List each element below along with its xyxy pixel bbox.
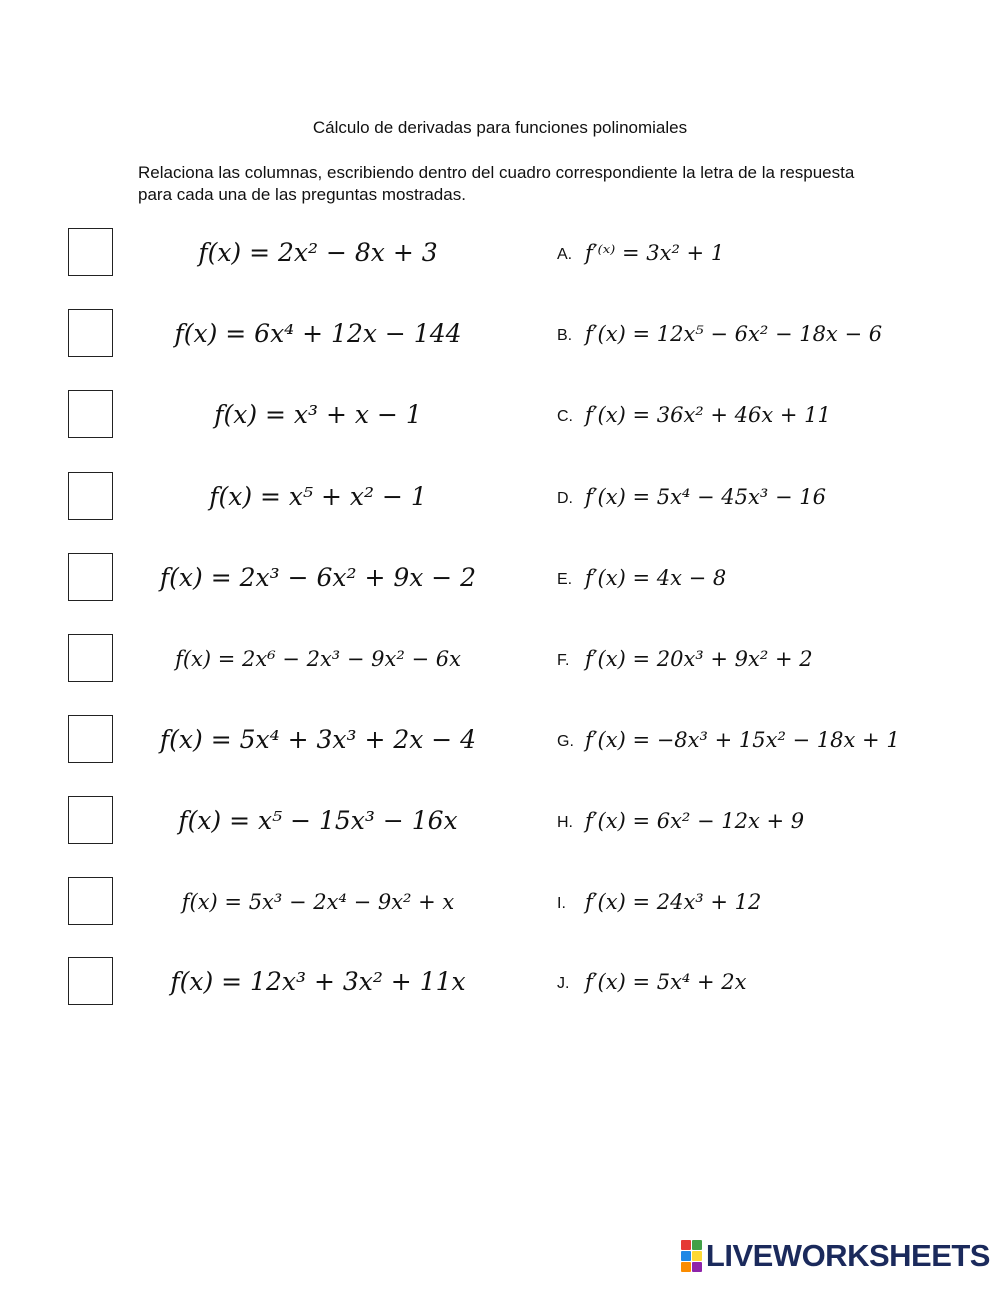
answer-box-1[interactable]	[68, 228, 113, 276]
logo-block-4	[692, 1251, 702, 1261]
option-letter-e: E.	[557, 571, 573, 588]
option-letter-h: H.	[557, 814, 573, 831]
question-1: f(x) = 2x² − 8x + 3	[198, 238, 438, 267]
question-4: f(x) = x⁵ + x² − 1	[209, 482, 427, 511]
match-row-2	[0, 309, 1000, 359]
option-letter-f: F.	[557, 652, 570, 669]
option-expr-i: f′(x) = 24x³ + 12	[585, 890, 762, 914]
option-letter-b: B.	[557, 327, 573, 344]
answer-box-4[interactable]	[68, 472, 113, 520]
question-9: f(x) = 5x³ − 2x⁴ − 9x² + x	[181, 890, 455, 914]
option-expr-b: f′(x) = 12x⁵ − 6x² − 18x − 6	[585, 322, 883, 346]
logo-block-3	[681, 1251, 691, 1261]
question-7: f(x) = 5x⁴ + 3x³ + 2x − 4	[159, 725, 477, 754]
answer-box-10[interactable]	[68, 957, 113, 1005]
option-expr-g: f′(x) = −8x³ + 15x² − 18x + 1	[585, 728, 900, 752]
logo-block-6	[692, 1262, 702, 1272]
option-expr-a: f′⁽ˣ⁾ = 3x² + 1	[585, 241, 725, 265]
question-2: f(x) = 6x⁴ + 12x − 144	[174, 319, 462, 348]
option-letter-g: G.	[557, 733, 574, 750]
option-letter-i: I.	[557, 895, 566, 912]
logo-block-1	[681, 1240, 691, 1250]
option-expr-c: f′(x) = 36x² + 46x + 11	[585, 403, 831, 427]
option-letter-a: A.	[557, 246, 573, 263]
option-expr-e: f′(x) = 4x − 8	[585, 566, 727, 590]
answer-box-8[interactable]	[68, 796, 113, 844]
match-row-1	[0, 228, 1000, 278]
match-row-3	[0, 390, 1000, 440]
liveworksheets-logo	[681, 1239, 990, 1273]
logo-block-5	[681, 1262, 691, 1272]
match-row-4	[0, 472, 1000, 522]
option-expr-h: f′(x) = 6x² − 12x + 9	[585, 809, 805, 833]
answer-box-7[interactable]	[68, 715, 113, 763]
match-row-10	[0, 957, 1000, 1007]
match-row-9	[0, 877, 1000, 927]
option-letter-j: J.	[557, 975, 570, 992]
liveworksheets-logo-icon	[681, 1240, 702, 1272]
logo-text: LIVEWORKSHEETS	[705, 1238, 990, 1273]
option-expr-j: f′(x) = 5x⁴ + 2x	[585, 970, 747, 994]
question-6: f(x) = 2x⁶ − 2x³ − 9x² − 6x	[175, 647, 461, 671]
match-row-8	[0, 796, 1000, 846]
option-letter-c: C.	[557, 408, 573, 425]
question-5: f(x) = 2x³ − 6x² + 9x − 2	[159, 563, 477, 592]
logo-block-2	[692, 1240, 702, 1250]
question-8: f(x) = x⁵ − 15x³ − 16x	[178, 806, 458, 835]
answer-box-9[interactable]	[68, 877, 113, 925]
option-expr-f: f′(x) = 20x³ + 9x² + 2	[585, 647, 813, 671]
answer-box-3[interactable]	[68, 390, 113, 438]
answer-box-6[interactable]	[68, 634, 113, 682]
question-3: f(x) = x³ + x − 1	[214, 400, 422, 429]
match-row-6	[0, 634, 1000, 684]
document-title: Cálculo de derivadas para funciones polinomiales	[312, 118, 688, 137]
match-row-7	[0, 715, 1000, 765]
answer-box-5[interactable]	[68, 553, 113, 601]
match-row-5	[0, 553, 1000, 603]
option-letter-d: D.	[557, 490, 573, 507]
answer-box-2[interactable]	[68, 309, 113, 357]
instructions-text: Relaciona las columnas, escribiendo dentro del cuadro correspondiente la letra de la respuesta para cada una de las preguntas mostradas.	[138, 163, 855, 204]
question-10: f(x) = 12x³ + 3x² + 11x	[170, 967, 466, 996]
option-expr-d: f′(x) = 5x⁴ − 45x³ − 16	[585, 485, 826, 509]
